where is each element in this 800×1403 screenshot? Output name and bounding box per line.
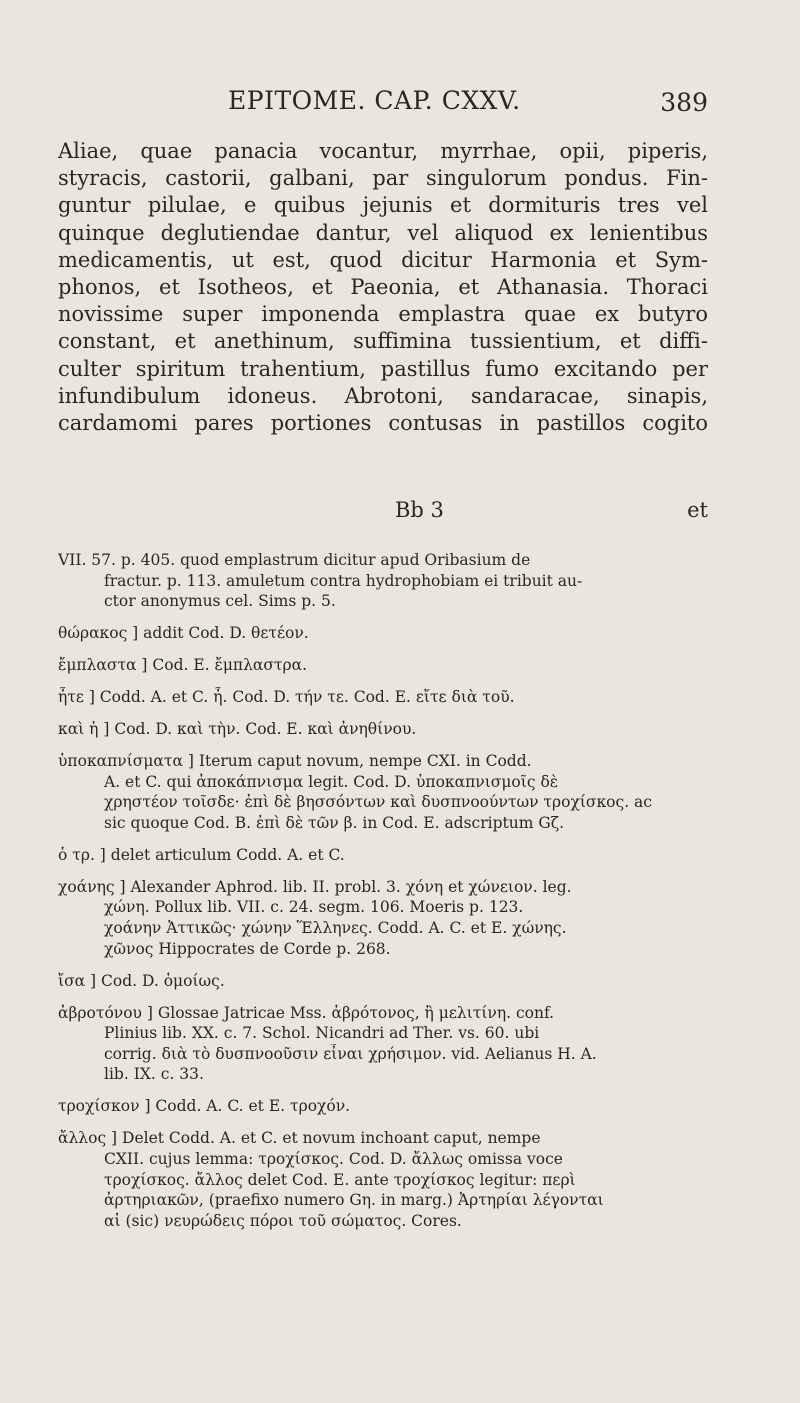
- footnote-line: θώρακος ] addit Cod. D. θετέον.: [58, 624, 309, 643]
- footnote: [58, 623, 708, 644]
- footnote-line: fractur. p. 113. amuletum contra hydrophobiam ei tribuit au-: [104, 571, 583, 590]
- footnote-line: ἄλλος ] Delet Codd. A. et C. et novum inchoant caput, nempe: [58, 1129, 541, 1148]
- running-header: [0, 86, 800, 126]
- footnote-line: τροχίσκος. ἄλλος delet Cod. E. ante τροχίσκος legitur: περὶ: [104, 1170, 576, 1189]
- footnote: [58, 1096, 708, 1117]
- footnote: [58, 655, 708, 676]
- running-title: EPITOME. CAP. CXXV.: [228, 86, 521, 115]
- text-line: guntur pilulae, e quibus jejunis et dormituris tres vel: [58, 193, 708, 218]
- footnote: [58, 845, 708, 866]
- footnote-line: corrig. διὰ τὸ δυσπνοοῦσιν εἶναι χρήσιμον. vid. Aelianus H. A.: [104, 1044, 597, 1063]
- footnote-line: Plinius lib. XX. c. 7. Schol. Nicandri ad Ther. vs. 60. ubi: [104, 1024, 540, 1043]
- footnote-line: χοάνης ] Alexander Aphrod. lib. II. probl. 3. χόνη et χώνειον. leg.: [58, 877, 572, 896]
- footnote-line: χώνη. Pollux lib. VII. c. 24. segm. 106. Moeris p. 123.: [104, 898, 524, 917]
- footnote: [58, 971, 708, 992]
- footnote: [58, 1128, 708, 1231]
- text-line: styracis, castorii, galbani, par singulorum pondus. Fin-: [58, 166, 708, 191]
- footnote-line: sic quoque Cod. B. ἐπὶ δὲ τῶν β. in Cod. E. adscriptum Gζ.: [104, 813, 565, 832]
- footnote-line: ἦτε ] Codd. A. et C. ἦ. Cod. D. τήν τε. Cod. E. εἴτε διὰ τοῦ.: [58, 688, 515, 707]
- text-line: novissime super imponenda emplastra quae ex butyro: [58, 302, 708, 327]
- footnote: [58, 877, 708, 959]
- text-line: constant, et anethinum, suffimina tussientium, et diffi-: [58, 329, 708, 354]
- footnote-line: χῶνος Hippocrates de Corde p. 268.: [104, 939, 391, 958]
- footnote: [58, 719, 708, 740]
- text-line: infundibulum idoneus. Abrotoni, sandaracae, sinapis,: [58, 383, 708, 408]
- text-line: medicamentis, ut est, quod dicitur Harmonia et Sym-: [58, 247, 708, 272]
- signature-mark: Bb 3: [395, 498, 444, 522]
- footnote: [58, 1003, 708, 1085]
- footnote: [58, 550, 708, 612]
- footnote-line: ἀβροτόνου ] Glossae Jatricae Mss. ἀβρότονος, ἢ μελιτίνη. conf.: [58, 1003, 555, 1022]
- footnote-line: CXII. cujus lemma: τροχίσκος. Cod. D. ἄλλως omissa voce: [104, 1149, 563, 1168]
- footnote-line: ἴσα ] Cod. D. ὁμοίως.: [58, 971, 225, 990]
- footnote-line: ἀρτηριακῶν, (praefixo numero Gη. in marg.) Ἀρτηρίαι λέγονται: [104, 1191, 604, 1210]
- catchword: et: [687, 498, 708, 522]
- footnote-line: αἱ (sic) νευρώδεις πόροι τοῦ σώματος. Cores.: [104, 1211, 462, 1230]
- footnote-line: A. et C. qui ἀποκάπνισμα legit. Cod. D. ὑποκαπνισμοῖς δὲ: [104, 772, 559, 791]
- footnote-line: χρηστέον τοῖσδε· ἐπὶ δὲ βησσόντων καὶ δυσπνοούντων τροχίσκος. ac: [104, 793, 652, 812]
- text-line: quinque deglutiendae dantur, vel aliquod ex lenientibus: [58, 220, 708, 245]
- footnote-line: τροχίσκον ] Codd. A. C. et E. τροχόν.: [58, 1097, 351, 1116]
- footnote-line: ὑποκαπνίσματα ] Iterum caput novum, nempe CXI. in Codd.: [58, 752, 532, 771]
- footnote-line: VII. 57. p. 405. quod emplastrum dicitur apud Oribasium de: [58, 551, 531, 569]
- main-text: [58, 138, 708, 437]
- text-line: culter spiritum trahentium, pastillus fumo excitando per: [58, 356, 708, 381]
- text-line: cardamomi pares portiones contusas in pastillos cogito: [58, 411, 708, 436]
- footnote: [58, 687, 708, 708]
- text-line: phonos, et Isotheos, et Paeonia, et Athanasia. Thoraci: [58, 275, 708, 300]
- signature-line: [58, 498, 708, 526]
- footnote-line: ἔμπλαστα ] Cod. E. ἔμπλαστρα.: [58, 656, 308, 675]
- footnote-line: ὁ τρ. ] delet articulum Codd. A. et C.: [58, 845, 345, 864]
- footnote-line: lib. IX. c. 33.: [104, 1065, 204, 1084]
- footnote-line: καὶ ἡ ] Cod. D. καὶ τὴν. Cod. E. καὶ ἀνηθίνου.: [58, 720, 417, 739]
- footnote-line: ctor anonymus cel. Sims p. 5.: [104, 592, 336, 611]
- page-number: 389: [660, 88, 708, 117]
- footnotes: [58, 550, 708, 1243]
- footnote-line: χοάνην Ἀττικῶς· χώνην Ἕλληνες. Codd. A. C. et E. χώνης.: [104, 919, 567, 938]
- text-line: Aliae, quae panacia vocantur, myrrhae, opii, piperis,: [58, 139, 708, 163]
- footnote: [58, 751, 708, 833]
